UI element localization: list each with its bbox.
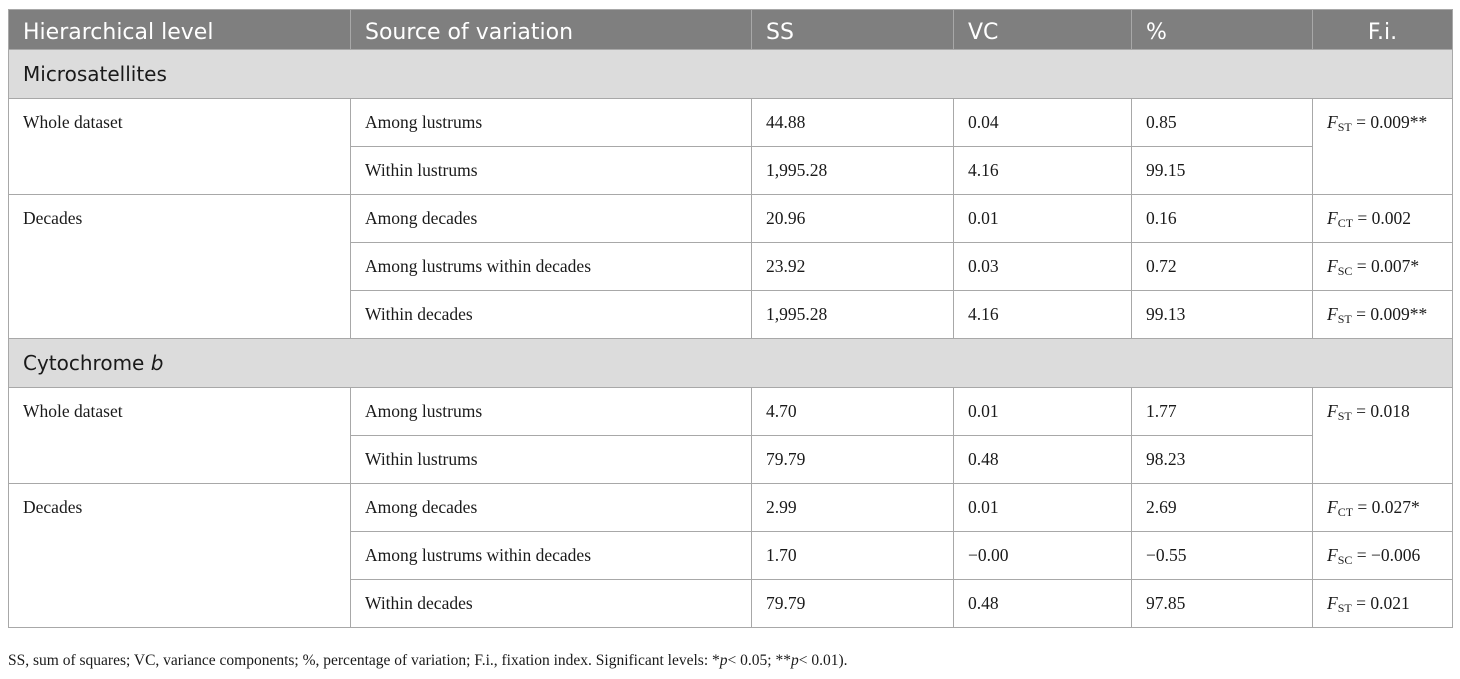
vc-cell: 0.04: [954, 99, 1132, 147]
fi-subscript: SC: [1337, 264, 1353, 278]
header-source-of-variation: Source of variation: [351, 10, 752, 50]
header-row: [9, 10, 1453, 50]
fi-cell: [1313, 532, 1453, 580]
table-footnote: [8, 652, 847, 670]
ss-cell: 20.96: [752, 195, 954, 243]
fi-subscript: CT: [1337, 216, 1354, 230]
source-cell: Among decades: [351, 195, 752, 243]
vc-cell: 4.16: [954, 147, 1132, 195]
fi-subscript: ST: [1337, 120, 1352, 134]
source-cell: Within decades: [351, 291, 752, 339]
fi-symbol: F: [1327, 304, 1338, 324]
header-vc: VC: [954, 10, 1132, 50]
footnote-p-1: p: [719, 652, 728, 669]
vc-cell: 4.16: [954, 291, 1132, 339]
percent-cell: 0.72: [1132, 243, 1313, 291]
vc-cell: 0.48: [954, 436, 1132, 484]
fi-value: = −0.006: [1352, 545, 1421, 565]
ss-cell: 23.92: [752, 243, 954, 291]
source-cell: Among lustrums within decades: [351, 532, 752, 580]
fi-symbol: F: [1327, 593, 1338, 613]
fi-cell: [1313, 243, 1453, 291]
ss-cell: 1,995.28: [752, 291, 954, 339]
table-row: [9, 99, 1453, 147]
ss-cell: 79.79: [752, 580, 954, 628]
footnote-p-2: p: [790, 652, 799, 669]
fi-subscript: ST: [1337, 601, 1352, 615]
source-cell: Among lustrums within decades: [351, 243, 752, 291]
hierarchical-level-cell: Decades: [9, 484, 351, 628]
ss-cell: 4.70: [752, 388, 954, 436]
fi-value: = 0.002: [1353, 208, 1412, 228]
fi-value: = 0.027*: [1353, 497, 1420, 517]
amova-table: [8, 9, 1453, 628]
source-cell: Within decades: [351, 580, 752, 628]
ss-cell: 44.88: [752, 99, 954, 147]
fi-cell: [1313, 580, 1453, 628]
table-row: [9, 388, 1453, 436]
fi-value: = 0.018: [1351, 401, 1410, 421]
ss-cell: 1.70: [752, 532, 954, 580]
vc-cell: 0.48: [954, 580, 1132, 628]
vc-cell: 0.03: [954, 243, 1132, 291]
fi-symbol: F: [1327, 545, 1338, 565]
fi-cell: [1313, 99, 1453, 195]
source-cell: Among decades: [351, 484, 752, 532]
percent-cell: 98.23: [1132, 436, 1313, 484]
fi-value: = 0.021: [1351, 593, 1410, 613]
percent-cell: −0.55: [1132, 532, 1313, 580]
vc-cell: 0.01: [954, 388, 1132, 436]
percent-cell: 97.85: [1132, 580, 1313, 628]
section-title-text: Cytochrome: [23, 351, 151, 375]
fi-cell: [1313, 388, 1453, 484]
vc-cell: −0.00: [954, 532, 1132, 580]
section-row: [9, 339, 1453, 388]
source-cell: Among lustrums: [351, 99, 752, 147]
section-title: [9, 50, 1453, 99]
source-cell: Within lustrums: [351, 436, 752, 484]
fi-cell: [1313, 291, 1453, 339]
fi-value: = 0.007*: [1352, 256, 1420, 276]
section-title-italic: b: [150, 351, 164, 375]
vc-cell: 0.01: [954, 195, 1132, 243]
fi-symbol: F: [1327, 401, 1338, 421]
fi-subscript: ST: [1337, 409, 1352, 423]
fi-subscript: ST: [1337, 312, 1352, 326]
footnote-text-2: < 0.05; **: [727, 652, 791, 669]
ss-cell: 79.79: [752, 436, 954, 484]
fi-cell: [1313, 195, 1453, 243]
fi-subscript: CT: [1337, 505, 1354, 519]
fi-symbol: F: [1327, 208, 1338, 228]
footnote-text-1: SS, sum of squares; VC, variance components; %, percentage of variation; F.i., fixation index. Significant levels: *: [8, 652, 720, 669]
table-body: [9, 50, 1453, 628]
ss-cell: 2.99: [752, 484, 954, 532]
hierarchical-level-cell: Whole dataset: [9, 388, 351, 484]
fi-symbol: F: [1327, 112, 1338, 132]
section-row: [9, 50, 1453, 99]
fi-cell: [1313, 484, 1453, 532]
fi-value: = 0.009**: [1351, 304, 1428, 324]
ss-cell: 1,995.28: [752, 147, 954, 195]
section-title: [9, 339, 1453, 388]
percent-cell: 0.16: [1132, 195, 1313, 243]
percent-cell: 99.15: [1132, 147, 1313, 195]
header-hierarchical-level: Hierarchical level: [9, 10, 351, 50]
fi-symbol: F: [1327, 497, 1338, 517]
source-cell: Within lustrums: [351, 147, 752, 195]
section-title-text: Microsatellites: [23, 62, 167, 86]
fi-subscript: SC: [1337, 553, 1353, 567]
percent-cell: 2.69: [1132, 484, 1313, 532]
header-percent: %: [1132, 10, 1313, 50]
header-fixation-index: F.i.: [1313, 10, 1453, 50]
percent-cell: 0.85: [1132, 99, 1313, 147]
anova-table-container: [8, 9, 1452, 628]
fi-symbol: F: [1327, 256, 1338, 276]
fi-value: = 0.009**: [1351, 112, 1428, 132]
table-row: [9, 195, 1453, 243]
source-cell: Among lustrums: [351, 388, 752, 436]
vc-cell: 0.01: [954, 484, 1132, 532]
percent-cell: 99.13: [1132, 291, 1313, 339]
percent-cell: 1.77: [1132, 388, 1313, 436]
hierarchical-level-cell: Whole dataset: [9, 99, 351, 195]
hierarchical-level-cell: Decades: [9, 195, 351, 339]
footnote-text-3: < 0.01).: [798, 652, 848, 669]
table-row: [9, 484, 1453, 532]
header-ss: SS: [752, 10, 954, 50]
